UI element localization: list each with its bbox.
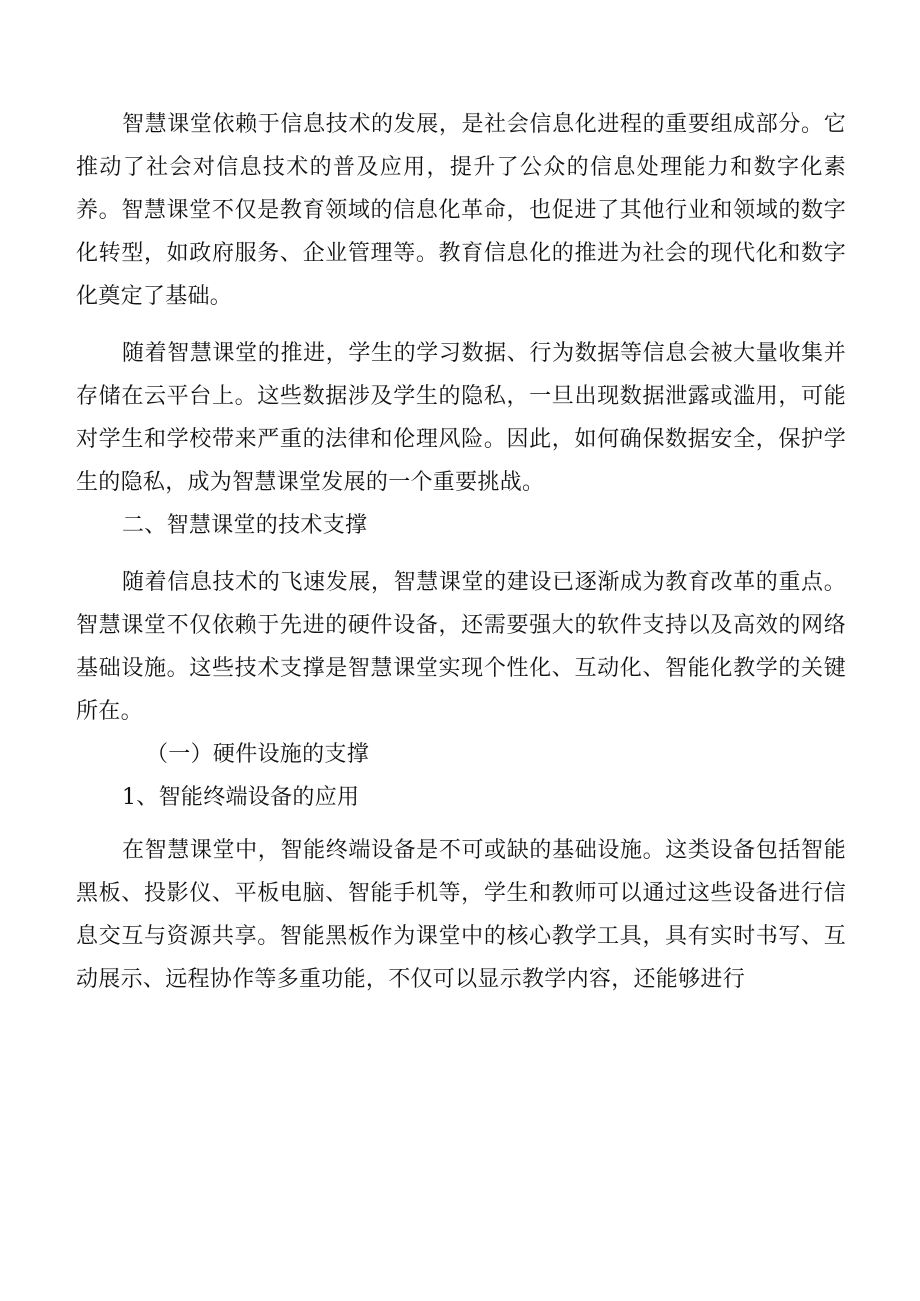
item-heading-smart-terminals: 1、智能终端设备的应用 [122,785,360,810]
paragraph-technical-support-intro: 随着信息技术的飞速发展，智慧课堂的建设已逐渐成为教育改革的重点。智慧课堂不仅依赖于先进的硬件设备，还需要强大的软件支持以及高效的网络基础设施。这些技术支撑是智慧课堂实现个性化、互动化、智能化教学的关键所在。 [76,570,846,724]
section-heading-technical-support: 二、智慧课堂的技术支撑 [122,513,368,538]
paragraph-smart-terminals: 在智慧课堂中，智能终端设备是不可或缺的基础设施。这类设备包括智能黑板、投影仪、平板电脑、智能手机等，学生和教师可以通过这些设备进行信息交互与资源共享。智能黑板作为课堂中的核心教学工具，具有实时书写、互动展示、远程协作等多重功能，不仅可以显示教学内容，还能够进行 [76,838,846,992]
paragraph-data-privacy: 随着智慧课堂的推进，学生的学习数据、行为数据等信息会被大量收集并存储在云平台上。这些数据涉及学生的隐私，一旦出现数据泄露或滥用，可能对学生和学校带来严重的法律和伦理风险。因此，如何确保数据安全，保护学生的隐私，成为智慧课堂发展的一个重要挑战。 [76,341,846,495]
paragraph-informatization: 智慧课堂依赖于信息技术的发展，是社会信息化进程的重要组成部分。它推动了社会对信息技术的普及应用，提升了公众的信息处理能力和数字化素养。智慧课堂不仅是教育领域的信息化革命，也促进了其他行业和领域的数字化转型，如政府服务、企业管理等。教育信息化的推进为社会的现代化和数字化奠定了基础。 [76,112,846,309]
subsection-heading-hardware: （一）硬件设施的支撑 [146,742,370,767]
document-body [76,103,846,1001]
